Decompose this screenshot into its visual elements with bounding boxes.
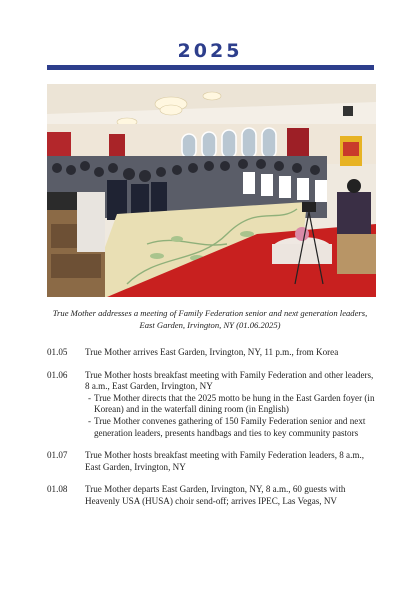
sub-item-text: True Mother directs that the 2025 motto be hung in the East Garden foyer (in [94, 392, 375, 403]
heading-rule [47, 65, 374, 70]
entry-text: True Mother departs East Garden, Irvington, NY, 8 a.m., 60 guests with [85, 484, 346, 495]
dash-bullet: - [87, 415, 92, 426]
chronology-entry [47, 450, 382, 473]
sub-item [85, 416, 382, 439]
chronology-entry [47, 484, 382, 507]
chronology-entry [47, 370, 382, 440]
entry-date: 01.05 [47, 347, 68, 357]
sub-item-text: generation leaders, presents handbags and ties to key community pastors [94, 427, 359, 438]
entry-text: True Mother hosts breakfast meeting with Family Federation and other leaders, [85, 369, 374, 380]
entry-date: 01.06 [47, 369, 68, 380]
event-photo [47, 84, 376, 297]
entry-text: Heavenly USA (HUSA) choir send-off; arrives IPEC, Las Vegas, NV [85, 495, 337, 506]
year-heading: 2025 [177, 40, 243, 62]
entry-text: 8 a.m., East Garden, Irvington, NY [85, 381, 213, 392]
entry-text: True Mother arrives East Garden, Irvington, NY, 11 p.m., from Korea [85, 347, 339, 357]
entry-date: 01.07 [47, 450, 68, 461]
entry-date: 01.08 [47, 484, 68, 495]
entry-text: East Garden, Irvington, NY [85, 461, 186, 472]
entry-text: True Mother hosts breakfast meeting with Family Federation leaders, 8 a.m., [85, 450, 364, 461]
sub-item-text: Korean) and in the waterfall dining room (in English) [94, 404, 289, 415]
caption-line: East Garden, Irvington, NY (01.06.2025) [139, 320, 281, 330]
chronology-list [47, 347, 382, 519]
sub-item [85, 393, 382, 416]
caption-line: True Mother addresses a meeting of Family Federation senior and next generation leaders, [52, 308, 368, 318]
chronology-entry [47, 347, 382, 359]
sub-item-text: True Mother convenes gathering of 150 Family Federation senior and next [94, 415, 366, 426]
photo-caption [50, 307, 370, 331]
dash-bullet: - [87, 392, 92, 403]
